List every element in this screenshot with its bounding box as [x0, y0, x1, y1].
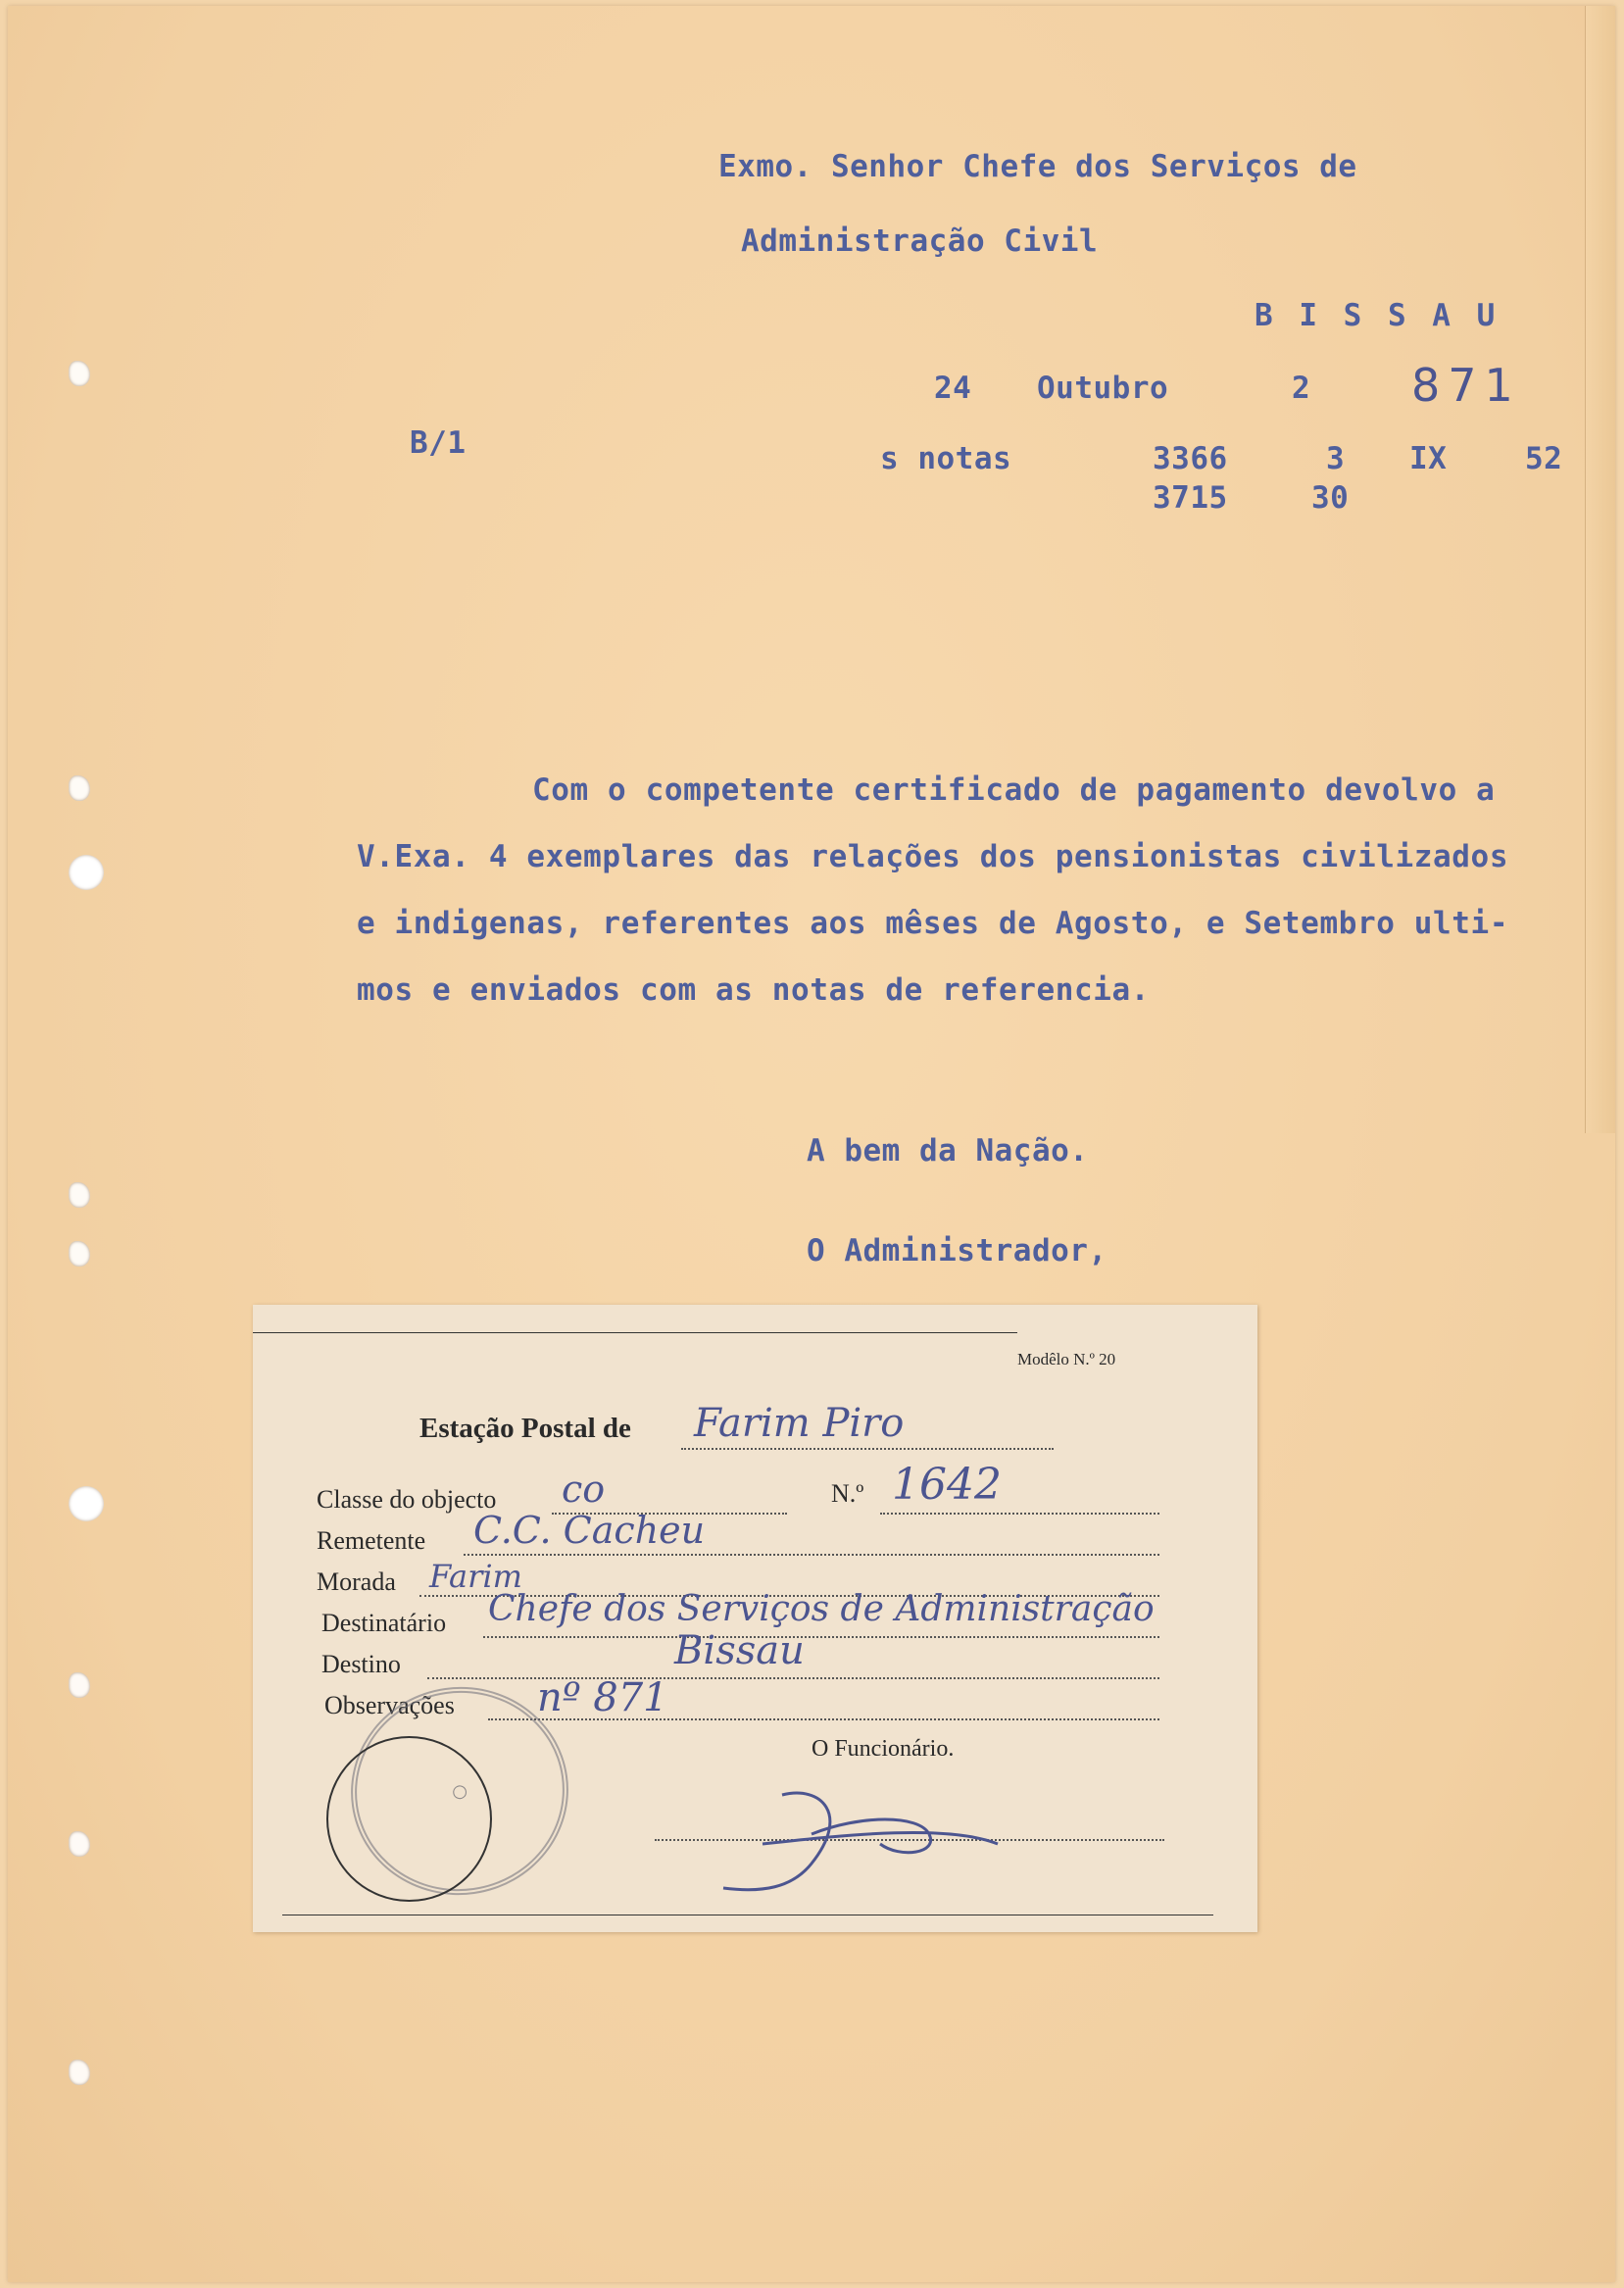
slip-top-rule: [253, 1332, 1017, 1333]
remetente-field-line: [464, 1554, 1159, 1556]
signatory: O Administrador,: [807, 1233, 1107, 1268]
remetente-handwritten: C.C. Cacheu: [473, 1509, 706, 1552]
body-line-4: mos e enviados com as notas de referencia.: [357, 972, 1151, 1008]
label-classe: Classe do objecto: [317, 1485, 497, 1514]
label-destino: Destino: [321, 1650, 401, 1678]
numero-field-line: [880, 1513, 1159, 1515]
page-tear: [69, 1672, 90, 1698]
classe-handwritten: co: [562, 1467, 606, 1511]
page-tear: [69, 2060, 90, 2085]
document-sheet: [8, 6, 1615, 2282]
slip-model: Modêlo N.º 20: [1017, 1350, 1116, 1368]
body-line-2: V.Exa. 4 exemplares das relações dos pensionistas civilizados: [357, 839, 1509, 874]
body-line-3: e indigenas, referentes aos mêses de Agosto, e Setembro ulti-: [357, 906, 1509, 941]
punch-hole: [69, 1486, 104, 1521]
date-number: 2: [1292, 371, 1311, 406]
reference-number-handwritten: 871: [1411, 359, 1521, 412]
note-1-month: IX: [1409, 441, 1448, 476]
observacoes-handwritten: nº 871: [537, 1675, 668, 1720]
stamp-circle-outline: [326, 1736, 492, 1902]
slip-title: Estação Postal de: [419, 1413, 631, 1444]
note-2-day: 30: [1311, 480, 1350, 516]
official-signature: [704, 1775, 1017, 1913]
addressee-line-2: Administração Civil: [741, 224, 1099, 259]
destinatario-handwritten: Chefe dos Serviços de Administração: [488, 1589, 1155, 1629]
page-tear: [69, 775, 90, 801]
body-line-1: Com o competente certificado de pagamento devolvo a: [532, 772, 1496, 808]
punch-hole: [69, 855, 104, 890]
closing: A bem da Nação.: [807, 1133, 1089, 1169]
page-tear: [69, 1241, 90, 1267]
file-code: B/1: [410, 425, 467, 461]
destino-handwritten: Bissau: [674, 1628, 805, 1673]
official-label: O Funcionário.: [812, 1736, 955, 1762]
page-tear: [69, 1182, 90, 1208]
note-1-number: 3366: [1153, 441, 1228, 476]
label-remetente: Remetente: [317, 1526, 426, 1555]
date-month: Outubro: [1037, 371, 1169, 406]
numero-handwritten: 1642: [892, 1460, 1002, 1510]
page-tear: [69, 361, 90, 386]
station-field-line: [681, 1448, 1054, 1450]
note-1-day: 3: [1326, 441, 1346, 476]
morada-handwritten: Farim: [429, 1558, 522, 1595]
city: B I S S A U: [1255, 298, 1500, 333]
label-destinatario: Destinatário: [321, 1609, 447, 1637]
date-day: 24: [934, 371, 972, 406]
underlying-page-edge: [1585, 6, 1615, 1133]
label-numero: N.º: [831, 1479, 864, 1508]
destinatario-field-line: [483, 1636, 1159, 1638]
label-morada: Morada: [317, 1567, 396, 1596]
postmark-stamp: ○: [337, 1673, 581, 1910]
postal-receipt-slip: [253, 1305, 1257, 1932]
note-year: 52: [1525, 441, 1563, 476]
notes-label: s notas: [880, 441, 1012, 476]
addressee-line-1: Exmo. Senhor Chefe dos Serviços de: [718, 149, 1357, 184]
note-2-number: 3715: [1153, 480, 1228, 516]
page-tear: [69, 1831, 90, 1857]
station-handwritten: Farim Piro: [694, 1401, 905, 1446]
label-observacoes: Observações: [324, 1691, 455, 1719]
